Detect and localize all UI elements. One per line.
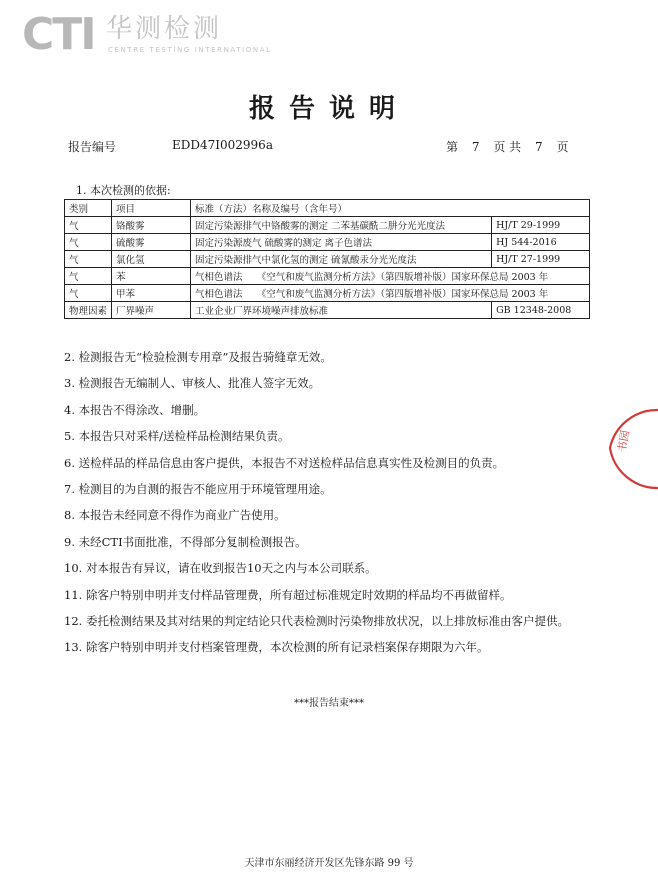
- logo-mark: CTI: [22, 9, 95, 60]
- page-current: 7: [471, 140, 480, 154]
- header-standard: 标准（方法）名称及编号（含年号）: [191, 200, 590, 217]
- row-method: 固定污染源排气中氯化氢的测定 硫氰酸汞分光光度法: [191, 251, 492, 268]
- list-item: 2. 检测报告无“检验检测专用章”及报告骑缝章无效。: [64, 350, 332, 364]
- list-item: 12. 委托检测结果及其对结果的判定结论只代表检测时污染物排放状况，以上排放标准由客户提供。: [64, 613, 569, 628]
- row-method: 工业企业厂界环境噪声排放标准: [191, 302, 492, 319]
- list-item: 10. 对本报告有异议，请在收到报告10天之内与本公司联系。: [64, 561, 377, 576]
- table-row: [65, 234, 590, 251]
- footer-address: 天津市东丽经济开发区先锋东路 99 号: [244, 858, 414, 869]
- row-category: 气: [65, 217, 112, 234]
- row-item: 铬酸雾: [112, 217, 191, 234]
- row-item: 氯化氢: [112, 251, 191, 268]
- row-item: 甲苯: [112, 285, 191, 302]
- page-di: 第: [446, 140, 459, 154]
- company-name-cn: 华测检测: [106, 14, 223, 44]
- company-name-en: CENTRE TESTING INTERNATIONAL: [108, 46, 272, 54]
- list-item: 4. 本报告不得涂改、增删。: [64, 402, 206, 417]
- notes-list: [64, 344, 624, 661]
- row-code: HJ/T 29-1999: [492, 217, 590, 234]
- table-row: [65, 285, 590, 302]
- header-item: 项目: [112, 200, 191, 217]
- page-total: 7: [534, 140, 543, 154]
- list-item: 6. 送检样品的样品信息由客户提供，本报告不对送检样品信息真实性及检测目的负责。: [64, 455, 505, 470]
- report-number: EDD47I002996a: [172, 138, 273, 152]
- row-category: 气: [65, 251, 112, 268]
- list-item: 8. 本报告未经同意不得作为商业广告使用。: [64, 508, 286, 523]
- row-item: 硫酸雾: [112, 234, 191, 251]
- table-row: [65, 251, 590, 268]
- row-code: HJ/T 27-1999: [492, 251, 590, 268]
- table-row: [65, 268, 590, 285]
- list-item: 5. 本报告只对采样/送检样品检测结果负责。: [64, 429, 290, 444]
- row-method: 气相色谱法 《空气和废气监测分析方法》（第四版增补版）国家环保总局 2003 年: [191, 285, 590, 302]
- table-row: [65, 217, 590, 234]
- row-item: 厂界噪声: [112, 302, 191, 319]
- page-ye: 页: [556, 140, 569, 154]
- report-number-label: 报告编号: [68, 140, 117, 154]
- seal-stamp: [600, 404, 658, 492]
- report-end: ***报告结束***: [294, 698, 364, 709]
- page-ye-gong: 页 共: [493, 140, 522, 154]
- row-code: GB 12348-2008: [492, 302, 590, 319]
- table-row: [65, 302, 590, 319]
- page-title: 报告说明: [248, 94, 409, 124]
- row-category: 物理因素: [65, 302, 112, 319]
- page-indicator: [446, 138, 568, 155]
- basis-table: [64, 199, 590, 319]
- list-item: 9. 未经CTI书面批准，不得部分复制检测报告。: [64, 534, 307, 549]
- row-code: HJ 544-2016: [492, 234, 590, 251]
- header-category: 类别: [65, 200, 112, 217]
- row-method: 气相色谱法 《空气和废气监测分析方法》（第四版增补版）国家环保总局 2003 年: [191, 268, 590, 285]
- row-method: 固定污染源排气中铬酸雾的测定 二苯基碳酰二肼分光光度法: [191, 217, 492, 234]
- list-item: 7. 检测目的为自测的报告不能应用于环境管理用途。: [64, 481, 332, 496]
- row-item: 苯: [112, 268, 191, 285]
- list-item: 3. 检测报告无编制人、审核人、批准人签字无效。: [64, 376, 321, 391]
- list-item: 11. 除客户特别申明并支付样品管理费，所有超过标准规定时效期的样品均不再做留样。: [64, 587, 512, 602]
- row-category: 气: [65, 234, 112, 251]
- row-category: 气: [65, 268, 112, 285]
- seal-text: 书园: [615, 429, 633, 454]
- table-header-row: [65, 200, 590, 217]
- row-category: 气: [65, 285, 112, 302]
- basis-intro: 1. 本次检测的依据:: [76, 184, 171, 197]
- list-item: 13. 除客户特别申明并支付档案管理费，本次检测的所有记录档案保存期限为六年。: [64, 640, 489, 655]
- row-method: 固定污染源废气 硫酸雾的测定 离子色谱法: [191, 234, 492, 251]
